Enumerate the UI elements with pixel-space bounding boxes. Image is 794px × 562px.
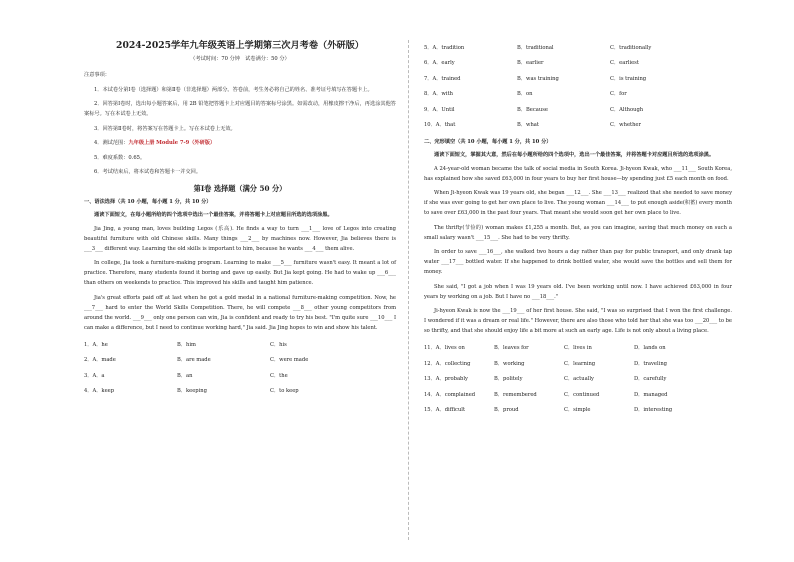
option-row (84, 337, 396, 353)
option: B．earlier (517, 60, 544, 67)
option: B．him (177, 341, 196, 348)
options-left (84, 337, 396, 399)
option: C．the (270, 372, 288, 379)
option: 15．A．difficult (424, 407, 466, 414)
option-row (424, 102, 732, 118)
notes-heading: 注意事项： (84, 72, 110, 78)
option: C．to keep (270, 388, 299, 395)
option: B．working (494, 360, 525, 367)
option: B．on (517, 91, 533, 98)
option: C．for (610, 91, 627, 98)
option: 1．A．he (84, 341, 108, 348)
passage1-paragraph: Jia Jing, a young man, loves building Legos (乐高). He finds a way to turn ___1___ love of Legos into creating beautiful furniture with old Chinese skills. Many things ___2___ by machines now. However, Jia believes there is ___3___ different way. Learning the old skills is important to him, because he wants ___4___ them alive. (84, 225, 396, 252)
note-item (84, 138, 396, 148)
option: 13．A．probably (424, 376, 468, 383)
option: C．is training (610, 75, 647, 82)
option: B．remembered (494, 391, 537, 398)
exam-title: 2024-2025学年九年级英语上学期第三次月考卷（外研版） (116, 40, 364, 51)
option-row (424, 340, 732, 356)
option-row (424, 56, 732, 72)
option-row (84, 368, 396, 384)
option: 8．A．with (424, 91, 453, 98)
option: 4．A．keep (84, 388, 115, 395)
option: 7．A．trained (424, 75, 461, 82)
exam-subtitle: （考试时间：70 分钟 试卷满分：50 分） (190, 56, 290, 62)
note-item: 2．回答第Ⅰ卷时，选出每小题答案后，用 2B 铅笔把答题卡上对应题目的答案标号涂黑。如需改动，用橡皮擦干净后，再选涂其他答案标号。写在本试卷上无效。 (84, 101, 396, 118)
option: 5．A．tradition (424, 44, 465, 51)
option: C．learning (564, 360, 596, 367)
option: D．interesting (634, 407, 673, 414)
part1-heading: 第Ⅰ卷 选择题（满分 50 分） (193, 183, 287, 193)
right-column (424, 40, 732, 418)
option: D．lands on (634, 345, 666, 352)
option: B．politely (494, 376, 523, 383)
note-item: 3．回答第Ⅱ卷时，将答案写在答题卡上。写在本试卷上无效。 (94, 125, 236, 132)
option: C．whether (610, 122, 641, 129)
option: 3．A．a (84, 372, 105, 379)
column-divider (408, 40, 409, 540)
option: 12．A．collecting (424, 360, 471, 367)
left-column (84, 40, 396, 399)
option: C．continued (564, 391, 600, 398)
option: B．proud (494, 407, 519, 414)
option: 2．A．made (84, 357, 116, 364)
section1-instruction: 通读下面短文，在每小题所给的四个选项中选出一个最佳答案，并将答题卡上对应题目所选的选项涂黑。 (94, 211, 333, 218)
option: D．traveling (634, 360, 667, 367)
passage2-paragraph: The thrifty(节俭的) woman makes £1,255 a month. But, as you can imagine, saving that much money on such a small salary wasn't ___15___. She had to be very thrifty. (424, 224, 732, 241)
option: C．were made (270, 357, 309, 364)
option: 9．A．Until (424, 106, 455, 113)
option-row (424, 118, 732, 134)
option: B．was training (517, 75, 559, 82)
note-range-value: 九年级上册 Module 7-9（外研版） (128, 140, 216, 147)
option-row (424, 87, 732, 103)
option: B．keeping (177, 388, 207, 395)
option: B．an (177, 372, 193, 379)
passage2-paragraph: She said, "I got a job when I was 19 years old. I've been working until now. I have achieved £63,000 in four years by working on a job. But I have no ___18___." (424, 283, 732, 300)
option: C．traditionally (610, 44, 652, 51)
note-item: 6．考试结束后，将本试卷和答题卡一并交回。 (94, 168, 202, 175)
option: 10．A．that (424, 122, 456, 129)
option: 6．A．early (424, 60, 455, 67)
option: 11．A．lives on (424, 345, 465, 352)
option-row (424, 40, 732, 56)
option: B．leaves for (494, 345, 529, 352)
option: B．what (517, 122, 539, 129)
passage2-paragraph: When Ji-hyeon Kwak was 19 years old, she began ___12___. She ___13___ realized that she needed to save money if she was ever going to get her own place to live. The young woman ___14___ to put enough aside(积蓄) every month to save over £63,000 in the past four years. That meant she would soon get her own place to live. (424, 190, 732, 217)
option-row (84, 353, 396, 369)
note-item: 1．本试卷分第Ⅰ卷（选择题）和第Ⅱ卷（非选择题）两部分。答卷前，考生务必将自己的姓名、准考证号填写在答题卡上。 (94, 87, 373, 93)
section2-instruction: 通读下面短文，掌握其大意，然后在每小题所给的四个选项中，选出一个最佳答案，并将答题卡对应题目所选的选项涂黑。 (434, 152, 715, 158)
option: 14．A．complained (424, 391, 476, 398)
passage1-paragraph: In college, Jia took a furniture-making program. Learning to make ___5___ furniture wasn't easy. It meant a lot of practice. Therefore, many students found it boring and gave up easily. But Jia kept going. He had to wake up ___6___ than others on weekends to practice. This improved his skills and taught him patience. (84, 260, 396, 287)
option-row (424, 356, 732, 372)
option: C．lives in (564, 345, 592, 352)
option: C．Although (610, 106, 644, 113)
note-range-label: 4．测试范围： (94, 140, 129, 147)
section1-heading: 一、语法选择（共 10 小题，每小题 1 分，共 10 分） (84, 198, 212, 205)
option: B．Because (517, 106, 548, 113)
option-row (424, 402, 732, 418)
option-row (84, 384, 396, 400)
option: C．simple (564, 407, 591, 414)
options-right-bottom (424, 340, 732, 418)
options-right-top (424, 40, 732, 133)
option: B．are made (177, 357, 211, 364)
option: B．traditional (517, 44, 554, 51)
note-item: 5．难度系数：0.65。 (94, 154, 146, 161)
passage2-paragraph: Ji-hyeon Kwak is now the ___19___ of her first house. She said, "I was so surprised that I won the first challenge. I wondered if it was a dream or real life." However, there are also those who told her that she was too ___20___ to be so thrifty, and that she should enjoy life a bit more at such an early age. Life is not only about a living place. (424, 307, 732, 334)
option: C．his (270, 341, 287, 348)
passage2-paragraph: In order to save ___16___, she walked two hours a day rather than pay for public transport, and only drank tap water ___17___ bottled water. If she happened to drink bottled water, she would save the bottles and sell them for money. (424, 249, 732, 276)
passage2-paragraph: A 24-year-old woman became the talk of social media in South Korea. Ji-hyeon Kwak, who ___11___ South Korea, has explained how she saved £63,000 in four years to buy her first house—by spending just £5 each month on food. (424, 166, 732, 182)
passage1-paragraph: Jia's great efforts paid off at last when he got a gold medal in a national furniture-making competition. Now, he ___7___ hard to enter the World Skills Competition. There, he will compete ___8___ other young competitors from around the world. ___9___ only one person can win, Jia is confident and ready to try his best. "I'm quite sure ___10___ I can make a difference, but I need to continue working hard," Jia said. Jia Jing hopes to win and show his talent. (84, 294, 396, 331)
option: C．earliest (610, 60, 639, 67)
option: D．managed (634, 391, 668, 398)
option-row (424, 71, 732, 87)
option-row (424, 387, 732, 403)
option-row (424, 371, 732, 387)
option: D．carefully (634, 376, 667, 383)
section2-heading: 二、完形填空（共 10 小题，每小题 1 分，共 10 分） (424, 139, 552, 145)
option: C．actually (564, 376, 594, 383)
